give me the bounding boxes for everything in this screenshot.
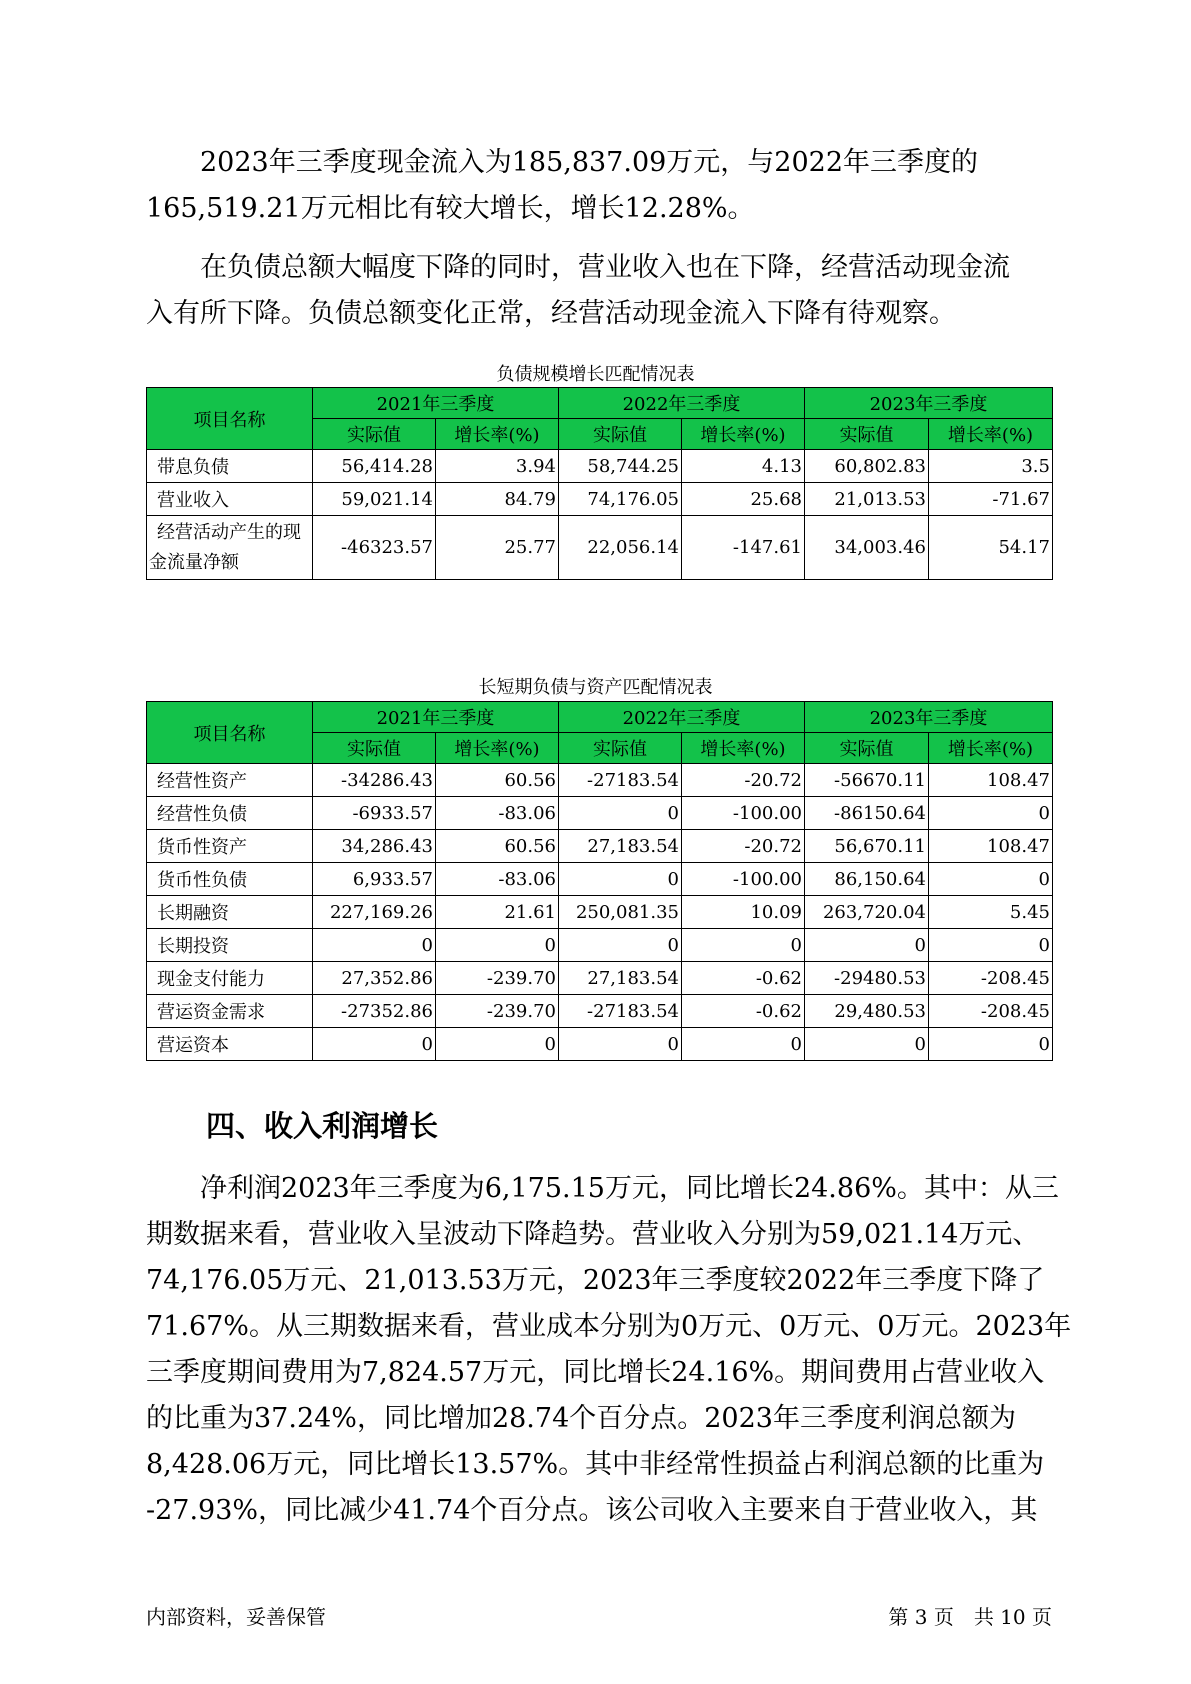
footer-page-number: 第 3 页 共 10 页 [888,1605,1052,1629]
table-row [147,1028,1053,1061]
text-line: 2023年三季度现金流入为185,837.09万元，与2022年三季度的 [200,147,979,178]
table-cell: -46323.57 [313,516,436,580]
table-cell: -100.00 [682,797,805,830]
table-cell: 0 [559,929,682,962]
text-line: 在负债总额大幅度下降的同时，营业收入也在下降，经营活动现金流 [200,252,1010,283]
table-cell: 59,021.14 [313,483,436,516]
row-label: 营运资本 [147,1028,313,1061]
text-line: 三季度期间费用为7,824.57万元，同比增长24.16%。期间费用占营业收入 [146,1357,1045,1388]
actual-value-header: 实际值 [313,733,436,764]
table-cell: -86150.64 [805,797,929,830]
table-cell: 0 [682,1028,805,1061]
table-cell: -100.00 [682,863,805,896]
row-label: 货币性负债 [147,863,313,896]
period-header: 2021年三季度 [313,702,559,733]
table-cell: 0 [313,929,436,962]
section-heading: 四、收入利润增长 [206,1109,439,1143]
table-cell: 0 [436,1028,559,1061]
table-cell: 21.61 [436,896,559,929]
row-label-line: 经营活动产生的现 [157,521,301,543]
table-cell: 29,480.53 [805,995,929,1028]
table-cell: 60,802.83 [805,450,929,483]
table-cell: -83.06 [436,797,559,830]
text-line: 71.67%。从三期数据来看，营业成本分别为0万元、0万元、0万元。2023年 [146,1311,1072,1342]
table-cell: 10.09 [682,896,805,929]
table-cell: 22,056.14 [559,516,682,580]
table-row [147,929,1053,962]
period-header: 2022年三季度 [559,702,805,733]
table-cell: 108.47 [929,830,1053,863]
table-row [147,764,1053,797]
table-cell: -56670.11 [805,764,929,797]
table-cell: -27352.86 [313,995,436,1028]
table-cell: 0 [559,1028,682,1061]
table-cell: 60.56 [436,764,559,797]
table1-caption: 负债规模增长匹配情况表 [496,364,695,385]
row-label: 长期融资 [147,896,313,929]
table-cell: 25.77 [436,516,559,580]
table-cell: -239.70 [436,962,559,995]
table-cell: 0 [929,797,1053,830]
table-cell: 27,183.54 [559,830,682,863]
table-cell: 0 [313,1028,436,1061]
growth-rate-header: 增长率(%) [682,419,805,450]
table-cell: -0.62 [682,995,805,1028]
table-cell: 27,352.86 [313,962,436,995]
table-cell: -147.61 [682,516,805,580]
actual-value-header: 实际值 [805,733,929,764]
row-label: 经营性资产 [147,764,313,797]
table-cell: -29480.53 [805,962,929,995]
actual-value-header: 实际值 [559,419,682,450]
item-name-header: 项目名称 [147,388,313,450]
actual-value-header: 实际值 [559,733,682,764]
table-cell: 56,670.11 [805,830,929,863]
row-label: 营业收入 [147,483,313,516]
table-cell: -71.67 [929,483,1053,516]
table-cell: -208.45 [929,962,1053,995]
table-row [147,995,1053,1028]
table-cell: 54.17 [929,516,1053,580]
growth-rate-header: 增长率(%) [682,733,805,764]
long-short-term-table [146,701,1053,1061]
row-label: 货币性资产 [147,830,313,863]
row-label: 带息负债 [147,450,313,483]
table-cell: 108.47 [929,764,1053,797]
table-cell: 0 [929,1028,1053,1061]
table-cell: 86,150.64 [805,863,929,896]
footer-confidential-note: 内部资料，妥善保管 [146,1605,326,1629]
text-line: 期数据来看，营业收入呈波动下降趋势。营业收入分别为59,021.14万元、 [146,1219,1040,1250]
table-cell: 84.79 [436,483,559,516]
growth-rate-header: 增长率(%) [929,419,1053,450]
period-header: 2023年三季度 [805,388,1053,419]
table-cell: 34,286.43 [313,830,436,863]
period-header: 2021年三季度 [313,388,559,419]
table-cell: -20.72 [682,764,805,797]
table-cell: 27,183.54 [559,962,682,995]
table-cell: 3.94 [436,450,559,483]
table-cell: -27183.54 [559,764,682,797]
table-cell: 21,013.53 [805,483,929,516]
growth-rate-header: 增长率(%) [436,733,559,764]
table-cell: -208.45 [929,995,1053,1028]
table-row [147,863,1053,896]
table-cell: 5.45 [929,896,1053,929]
table-row [147,450,1053,483]
table-cell: 0 [682,929,805,962]
text-line: 的比重为37.24%，同比增加28.74个百分点。2023年三季度利润总额为 [146,1403,1016,1434]
table-cell: 74,176.05 [559,483,682,516]
row-label: 营运资金需求 [147,995,313,1028]
table-cell: 250,081.35 [559,896,682,929]
table-cell: -6933.57 [313,797,436,830]
text-line: 入有所下降。负债总额变化正常，经营活动现金流入下降有待观察。 [146,298,956,329]
table-cell: 60.56 [436,830,559,863]
table-cell: 6,933.57 [313,863,436,896]
table-row [147,797,1053,830]
table-cell: 0 [929,863,1053,896]
table-cell: 0 [436,929,559,962]
table-cell: 34,003.46 [805,516,929,580]
text-line: 165,519.21万元相比有较大增长，增长12.28%。 [146,193,755,224]
paragraph-cash-inflow [146,140,1052,232]
table-cell: 3.5 [929,450,1053,483]
table-cell: 56,414.28 [313,450,436,483]
table-cell: -34286.43 [313,764,436,797]
table-cell: -27183.54 [559,995,682,1028]
period-header: 2023年三季度 [805,702,1053,733]
text-line: 净利润2023年三季度为6,175.15万元，同比增长24.86%。其中：从三 [200,1173,1059,1204]
paragraph-revenue-profit [146,1166,1072,1534]
actual-value-header: 实际值 [805,419,929,450]
table2-caption: 长短期负债与资产匹配情况表 [478,677,713,698]
table-row [147,830,1053,863]
item-name-header: 项目名称 [147,702,313,764]
table-cell: 0 [559,863,682,896]
growth-rate-header: 增长率(%) [436,419,559,450]
table-cell: -20.72 [682,830,805,863]
table-cell: -83.06 [436,863,559,896]
table-row [147,896,1053,929]
text-line: -27.93%，同比减少41.74个百分点。该公司收入主要来自于营业收入，其 [146,1495,1038,1526]
table-cell: 0 [805,929,929,962]
growth-rate-header: 增长率(%) [929,733,1053,764]
debt-scale-table [146,387,1053,580]
row-label: 现金支付能力 [147,962,313,995]
table-cell: 58,744.25 [559,450,682,483]
table-cell: -0.62 [682,962,805,995]
row-label: 经营性负债 [147,797,313,830]
period-header: 2022年三季度 [559,388,805,419]
table-cell: 0 [805,1028,929,1061]
table-cell: 0 [929,929,1053,962]
text-line: 74,176.05万元、21,013.53万元，2023年三季度较2022年三季度下降了 [146,1265,1045,1296]
row-label: 长期投资 [147,929,313,962]
row-label-line: 金流量净额 [149,551,239,573]
text-line: 8,428.06万元，同比增长13.57%。其中非经常性损益占利润总额的比重为 [146,1449,1045,1480]
table-cell: 25.68 [682,483,805,516]
table-row [147,516,1053,580]
table-row [147,483,1053,516]
table-cell: 4.13 [682,450,805,483]
table-cell: 0 [559,797,682,830]
table-cell: 263,720.04 [805,896,929,929]
table-cell: 227,169.26 [313,896,436,929]
paragraph-debt-analysis [146,245,1052,337]
table-row [147,962,1053,995]
row-label [147,516,313,580]
actual-value-header: 实际值 [313,419,436,450]
table-cell: -239.70 [436,995,559,1028]
